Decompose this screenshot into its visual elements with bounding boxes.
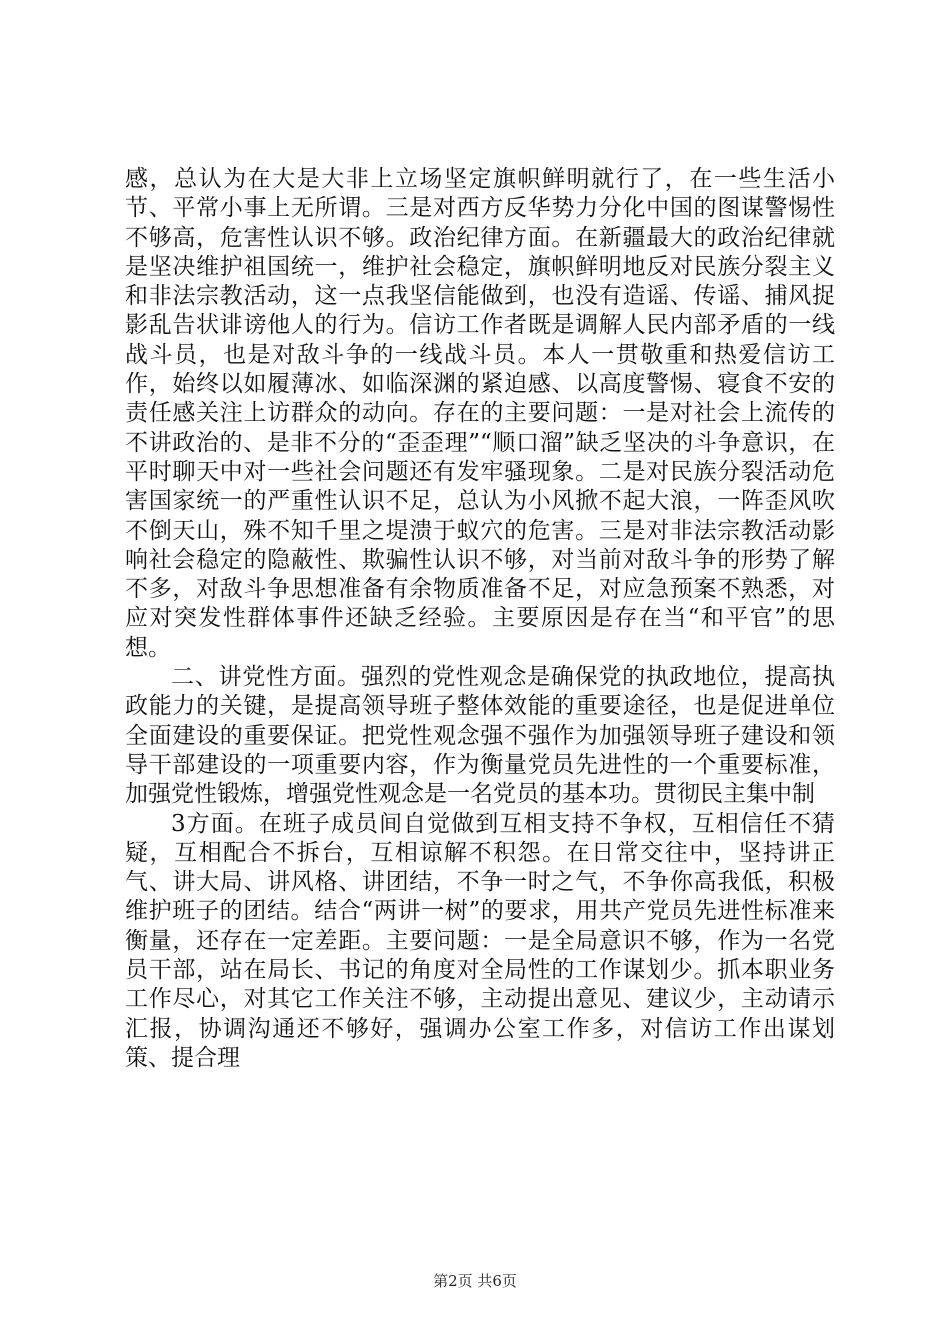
paragraph-3: 3方面。在班子成员间自觉做到互相支持不争权，互相信任不猜疑，互相配合不拆台，互相谅解不积怨。在日常交往中，坚持讲正气、讲大局、讲风格、讲团结，不争一时之气，不争你高我低，积极维护班子的团结。结合“两讲一树”的要求，用共产党员先进性标准来衡量，还存在一定差距。主要问题：一是全局意识不够，作为一名党员干部，站在局长、书记的角度对全局性的工作谋划少。抓本职业务工作尽心，对其它工作关注不够，主动提出意见、建议少，主动请示汇报，协调沟通还不够好，强调办公室工作多，对信访工作出谋划策、提合理 [125,810,835,1071]
paragraph-2: 二、讲党性方面。强烈的党性观念是确保党的执政地位，提高执政能力的关键，是提高领导班子整体效能的重要途径，也是促进单位全面建设的重要保证。把党性观念强不强作为加强领导班子建设和领导干部建设的一项重要内容，作为衡量党员先进性的一个重要标准，加强党性锻炼，增强党性观念是一名党员的基本功。贯彻民主集中制 [125,664,835,808]
page-footer: 第2页 共6页 [433,1272,517,1290]
paragraph-1: 感，总认为在大是大非上立场坚定旗帜鲜明就行了，在一些生活小节、平常小事上无所谓。三是对西方反华势力分化中国的图谋警惕性不够高，危害性认识不够。政治纪律方面。在新疆最大的政治纪律就是坚决维护祖国统一，维护社会稳定，旗帜鲜明地反对民族分裂主义和非法宗教活动，这一点我坚信能做到，也没有造谣、传谣、捕风捉影乱告状诽谤他人的行为。信访工作者既是调解人民内部矛盾的一线战斗员，也是对敌斗争的一线战斗员。本人一贯敬重和热爱信访工作，始终以如履薄冰、如临深渊的紧迫感、以高度警惕、寝食不安的责任感关注上访群众的动向。存在的主要问题：一是对社会上流传的不讲政治的、是非不分的“歪歪理”“顺口溜”缺乏坚决的斗争意识，在平时聊天中对一些社会问题还有发牢骚现象。二是对民族分裂活动危害国家统一的严重性认识不足，总认为小风掀不起大浪，一阵歪风吹不倒天山，殊不知千里之堤溃于蚁穴的危害。三是对非法宗教活动影响社会稳定的隐蔽性、欺骗性认识不够，对当前对敌斗争的形势了解不多，对敌斗争思想准备有余物质准备不足，对应急预案不熟悉，对应对突发性群体事件还缺乏经验。主要原因是存在当“和平官”的思想。 [125,166,835,661]
document-body [125,165,835,1073]
